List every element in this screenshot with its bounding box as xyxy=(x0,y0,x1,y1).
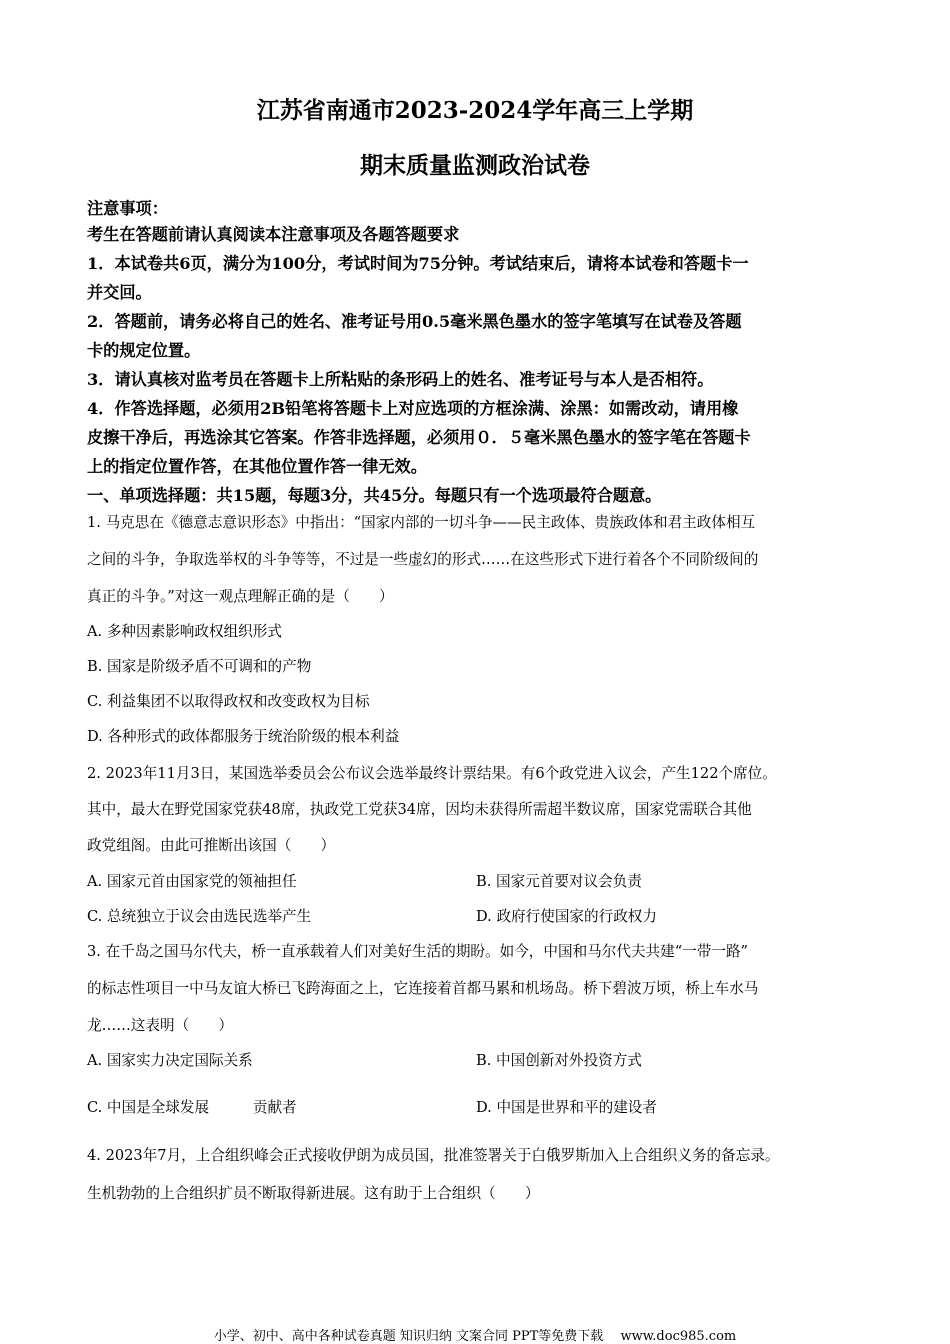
question-3-text: 的标志性项目一中马友谊大桥已飞跨海面之上，它连接着首都马累和机场岛。桥下碧波万顷，桥上车水马 xyxy=(87,980,759,997)
question-4-text: 4. 2023年7月，上合组织峰会正式接收伊朗为成员国，批准签署关于白俄罗斯加入上合组织义务的备忘录。 xyxy=(87,1147,780,1164)
question-3-option-b: B. 中国创新对外投资方式 xyxy=(476,1052,642,1069)
notice-item: 3．请认真核对监考员在答题卡上所粘贴的条形码上的姓名、准考证号与本人是否相符。 xyxy=(87,370,714,389)
question-3-option-a: A. 国家实力决定国际关系 xyxy=(87,1052,253,1069)
question-1-text: 真正的斗争。”对这一观点理解正确的是（ ） xyxy=(87,588,394,605)
notice-item: 皮擦干净后，再选涂其它答案。作答非选择题，必须用０．５毫米黑色墨水的签字笔在答题卡 xyxy=(87,428,751,447)
question-1-option-c: C. 利益集团不以取得政权和改变政权为目标 xyxy=(87,693,370,710)
page-footer: 小学、初中、高中各种试卷真题 知识归纳 文案合同 PPT等免费下载 www.doc985.com xyxy=(213,1329,737,1344)
page-title-line1: 江苏省南通市2023-2024学年高三上学期 xyxy=(256,97,694,124)
question-4-text: 生机勃勃的上合组织扩员不断取得新进展。这有助于上合组织（ ） xyxy=(87,1185,540,1202)
question-3-text: 3. 在千岛之国马尔代夫，桥一直承载着人们对美好生活的期盼。如今，中国和马尔代夫共建“一带一路” xyxy=(87,943,749,960)
notice-item: 1．本试卷共6页，满分为100分，考试时间为75分钟。考试结束后，请将本试卷和答题卡一 xyxy=(87,254,749,273)
page-title-line2: 期末质量监测政治试卷 xyxy=(360,152,590,179)
notice-item: 上的指定位置作答，在其他位置作答一律无效。 xyxy=(87,457,427,476)
section-heading: 一、单项选择题：共15题，每题3分，共45分。每题只有一个选项最符合题意。 xyxy=(87,486,662,505)
question-2-text: 其中，最大在野党国家党获48席，执政党工党获34席，因均未获得所需超半数议席，国家党需联合其他 xyxy=(87,801,752,818)
question-2-text: 政党组阁。由此可推断出该国（ ） xyxy=(87,837,336,854)
question-2-option-b: B. 国家元首要对议会负责 xyxy=(476,873,642,890)
notice-intro: 考生在答题前请认真阅读本注意事项及各题答题要求 xyxy=(87,225,460,244)
question-1-text: 1. 马克思在《德意志意识形态》中指出：“国家内部的一切斗争——民主政体、贵族政体和君主政体相互 xyxy=(87,514,756,531)
question-3-option-c: C. 中国是全球发展 贡献者 xyxy=(87,1099,297,1116)
question-2-option-c: C. 总统独立于议会由选民选举产生 xyxy=(87,908,312,925)
question-3-option-d: D. 中国是世界和平的建设者 xyxy=(476,1099,657,1116)
question-1-option-b: B. 国家是阶级矛盾不可调和的产物 xyxy=(87,658,312,675)
question-1-text: 之间的斗争，争取选举权的斗争等等，不过是一些虚幻的形式……在这些形式下进行着各个不同阶级间的 xyxy=(87,551,759,568)
question-1-option-d: D. 各种形式的政体都服务于统治阶级的根本利益 xyxy=(87,728,400,745)
question-2-option-a: A. 国家元首由国家党的领袖担任 xyxy=(87,873,297,890)
notice-item: 卡的规定位置。 xyxy=(87,341,201,360)
notice-item: 并交回。 xyxy=(87,283,152,302)
question-1-option-a: A. 多种因素影响政权组织形式 xyxy=(87,623,282,640)
question-3-text: 龙……这表明（ ） xyxy=(87,1017,233,1034)
question-2-text: 2. 2023年11月3日，某国选举委员会公布议会选举最终计票结果。有6个政党进入议会，产生122个席位。 xyxy=(87,765,777,782)
notice-heading: 注意事项： xyxy=(87,199,168,218)
notice-item: 2．答题前，请务必将自己的姓名、准考证号用0.5毫米黑色墨水的签字笔填写在试卷及答题 xyxy=(87,312,742,331)
notice-item: 4．作答选择题，必须用2B铅笔将答题卡上对应选项的方框涂满、涂黑：如需改动，请用橡 xyxy=(87,399,739,418)
question-2-option-d: D. 政府行使国家的行政权力 xyxy=(476,908,657,925)
